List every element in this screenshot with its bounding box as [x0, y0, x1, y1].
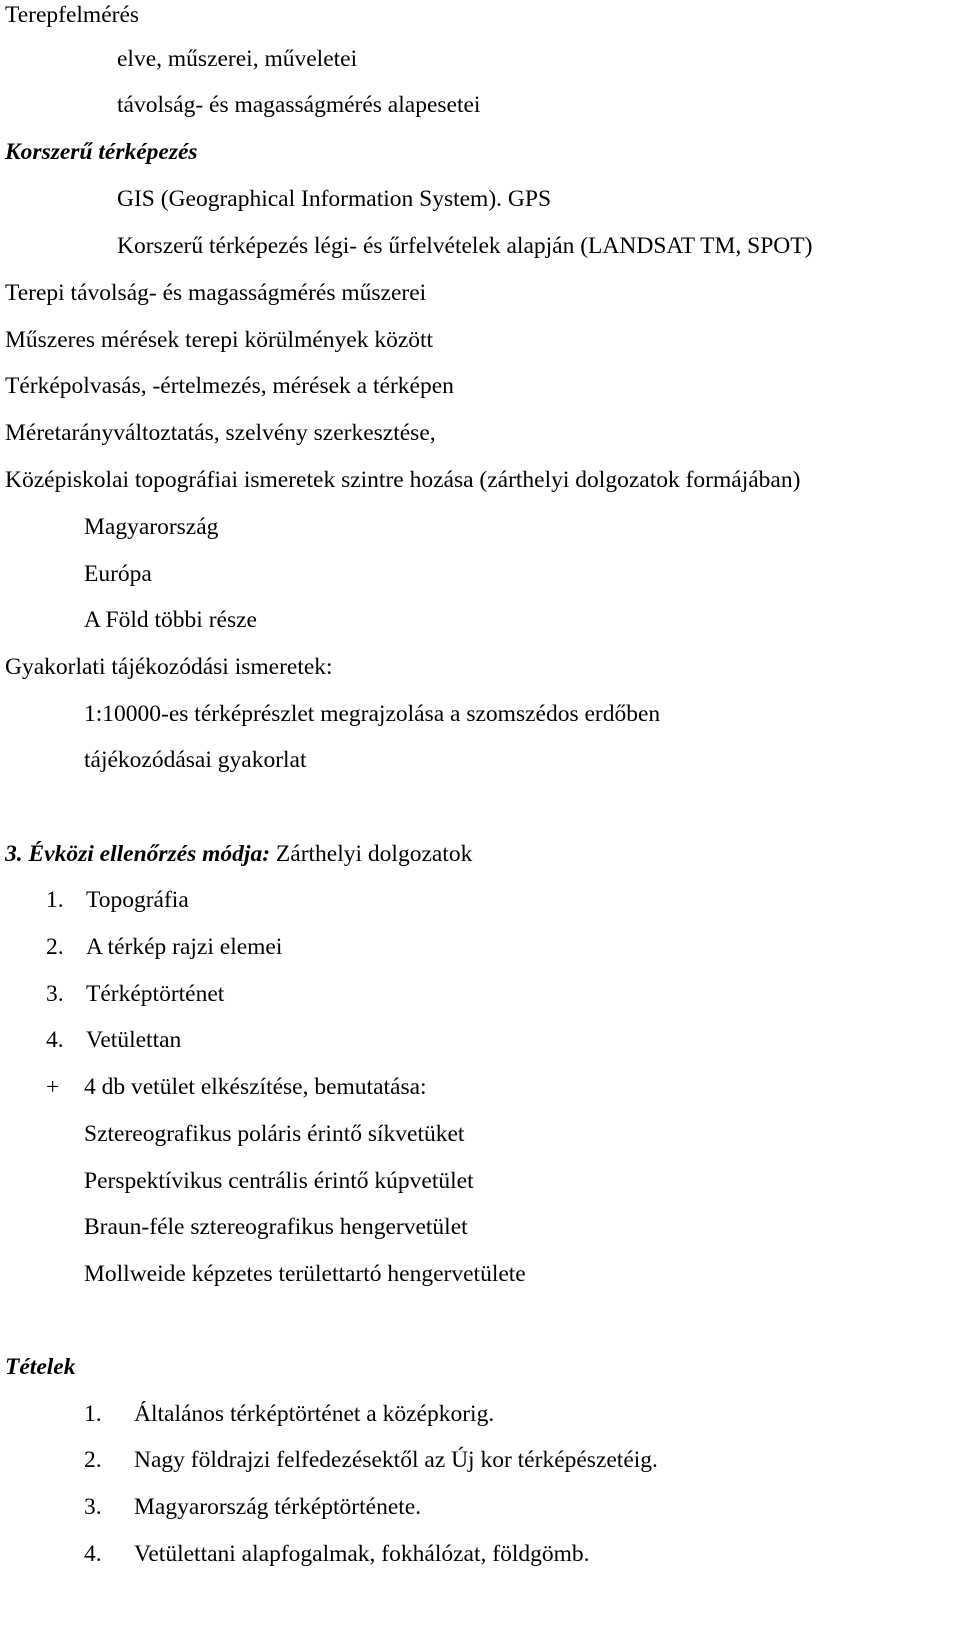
tetel-text: Magyarország térképtörténete. [134, 1494, 422, 1520]
projection-item: Mollweide képzetes területtartó hengervetülete [84, 1261, 526, 1287]
plus-symbol: + [46, 1074, 60, 1100]
tetel-item [84, 1446, 658, 1474]
list-text: Vetülettan [86, 1027, 182, 1053]
projection-item: Braun-féle sztereografikus hengervetület [84, 1214, 468, 1240]
list-text: A térkép rajzi elemei [86, 934, 283, 960]
evkozi-label: Évközi ellenőrzés módja: [28, 841, 271, 867]
topic-line: Térképolvasás, -értelmezés, mérések a térképen [5, 373, 454, 399]
korszeru-item-2: Korszerű térképezés légi- és űrfelvételek alapján (LANDSAT TM, SPOT) [117, 233, 813, 259]
heading-gyakorlati: Gyakorlati tájékozódási ismeretek: [5, 654, 333, 680]
tetel-text: Vetülettani alapfogalmak, fokhálózat, földgömb. [134, 1541, 590, 1567]
list-number: 4. [46, 1027, 64, 1053]
tetel-item [84, 1400, 494, 1428]
evkozi-list-item [46, 980, 224, 1008]
evkozi-extra [46, 1073, 427, 1101]
topic-line: Középiskolai topográfiai ismeretek szintre hozása (zárthelyi dolgozatok formájában) [5, 467, 801, 493]
projection-item: Sztereografikus poláris érintő síkvetüket [84, 1121, 465, 1147]
tetel-text: Nagy földrajzi felfedezésektől az Új kor térképészetéig. [134, 1447, 658, 1473]
evkozi-list-item [46, 886, 189, 914]
evkozi-list-item [46, 933, 282, 961]
terepfelmeres-item-2: távolság- és magasságmérés alapesetei [117, 92, 481, 118]
tetel-number: 1. [84, 1401, 102, 1427]
korszeru-item-1: GIS (Geographical Information System). GPS [117, 186, 552, 212]
evkozi-value: Zárthelyi dolgozatok [275, 841, 473, 867]
gyakorlati-item-1: 1:10000-es térképrészlet megrajzolása a szomszédos erdőben [84, 701, 661, 727]
projection-item: Perspektívikus centrális érintő kúpvetület [84, 1168, 474, 1194]
heading-tetelek: Tételek [5, 1354, 76, 1380]
tetel-number: 3. [84, 1494, 102, 1520]
tetel-text: Általános térképtörténet a középkorig. [134, 1401, 495, 1427]
heading-terepfelmeres: Terepfelmérés [5, 2, 140, 28]
topic-line: Terepi távolság- és magasságmérés műszerei [5, 280, 427, 306]
tetel-number: 2. [84, 1447, 102, 1473]
region-item: A Föld többi része [84, 607, 257, 633]
region-item: Magyarország [84, 514, 219, 540]
evkozi-list-item [46, 1026, 181, 1054]
terepfelmeres-item-1: elve, műszerei, műveletei [117, 46, 358, 72]
list-text: Topográfia [86, 887, 189, 913]
heading-korszeru-terkepezes: Korszerű térképezés [5, 139, 198, 165]
list-number: 2. [46, 934, 64, 960]
evkozi-heading [5, 840, 472, 868]
tetel-number: 4. [84, 1541, 102, 1567]
gyakorlati-item-2: tájékozódásai gyakorlat [84, 747, 307, 773]
list-number: 3. [46, 981, 64, 1007]
region-item: Európa [84, 561, 152, 587]
tetel-item [84, 1493, 421, 1521]
extra-text: 4 db vetület elkészítése, bemutatása: [84, 1074, 427, 1100]
topic-line: Műszeres mérések terepi körülmények között [5, 327, 434, 353]
topic-line: Méretarányváltoztatás, szelvény szerkesztése, [5, 420, 436, 446]
list-number: 1. [46, 887, 64, 913]
tetel-item [84, 1540, 590, 1568]
list-text: Térképtörténet [86, 981, 225, 1007]
evkozi-number: 3. [5, 841, 23, 867]
